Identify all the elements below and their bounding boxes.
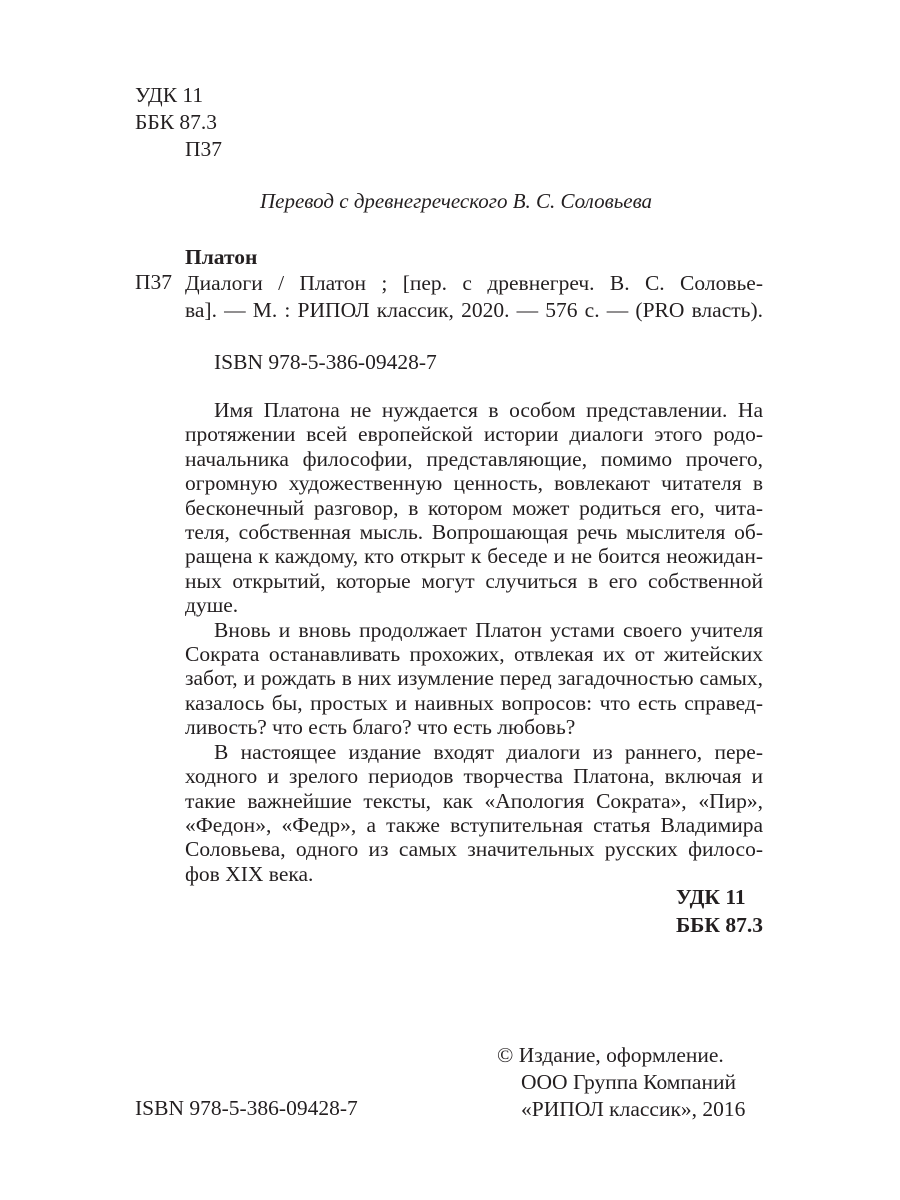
copyright-line-3: «РИПОЛ классик», 2016: [521, 1097, 746, 1121]
annotation-paragraph-3: [185, 740, 763, 886]
footer-bbk-code: ББК 87.3: [675, 913, 763, 937]
text-line: начальника философии, представляющие, помимо прочего,: [185, 446, 763, 471]
text-line: ных открытий, которые могут случиться в его собственной: [185, 568, 763, 593]
text-line: «Федон», «Федр», а также вступительная статья Владимира: [185, 812, 763, 837]
catalog-code: П37: [135, 270, 173, 294]
text-line: теля, собственная мысль. Вопрошающая речь мыслителя об-: [185, 520, 763, 545]
footer-udk-code: УДК 11: [675, 885, 746, 909]
annotation-paragraph-2: [185, 618, 763, 740]
footer-isbn: ISBN 978-5-386-09428-7: [135, 1096, 358, 1120]
copyright-line-1: © Издание, оформление.: [497, 1043, 724, 1067]
copyright-notice: [497, 1042, 745, 1123]
text-line: казалось бы, простых и наивных вопросов: что есть справед-: [185, 690, 763, 715]
translation-note: Перевод с древнегреческого В. С. Соловьева: [260, 189, 653, 213]
text-line: В настоящее издание входят диалоги из раннего, пере-: [214, 739, 763, 764]
text-line: ращена к каждому, кто открыт к беседе и не боится неожидан-: [185, 544, 763, 569]
text-line: Имя Платона не нуждается в особом представлении. На: [214, 398, 763, 422]
isbn-record: ISBN 978-5-386-09428-7: [214, 350, 437, 374]
text-line: бесконечный разговор, в котором может родиться его, чита-: [185, 495, 763, 520]
text-line: огромную художественную ценность, вовлекают читателя в: [185, 471, 763, 496]
annotation: [185, 398, 763, 886]
classification-codes: [135, 82, 222, 163]
text-line: протяжении всей европейской истории диалоги этого родо-: [185, 422, 763, 447]
annotation-paragraph-1: [185, 398, 763, 618]
text-line: такие важнейшие тексты, как «Апология Сократа», «Пир»,: [185, 788, 763, 813]
bibliographic-description: [185, 270, 763, 324]
text-line: душе.: [185, 593, 239, 618]
author-name: Платон: [185, 245, 258, 269]
text-line: ливость? что есть благо? что есть любовь?: [185, 715, 576, 740]
text-line: фов XIX века.: [185, 861, 314, 886]
text-line: Соловьева, одного из самых значительных русских филосо-: [185, 837, 763, 862]
author-sign: П37: [185, 137, 223, 161]
text-line: Сократа останавливать прохожих, отвлекая их от житейских: [185, 642, 763, 667]
text-line: ходного и зрелого периодов творчества Платона, включая и: [185, 764, 763, 789]
udk-code: УДК 11: [135, 83, 204, 107]
bbk-code: ББК 87.3: [135, 110, 218, 134]
bib-line-2: ва]. — М. : РИПОЛ классик, 2020. — 576 с. — (PRO власть).: [185, 298, 763, 322]
bib-line-1: Диалоги / Платон ; [пер. с древнегреч. В. С. Соловье-: [185, 271, 763, 295]
copyright-line-2: ООО Группа Компаний: [521, 1070, 736, 1094]
text-line: забот, и рождать в них изумление перед загадочностью самых,: [185, 666, 763, 691]
footer-classification-codes: [676, 883, 763, 939]
text-line: Вновь и вновь продолжает Платон устами своего учителя: [214, 617, 763, 642]
